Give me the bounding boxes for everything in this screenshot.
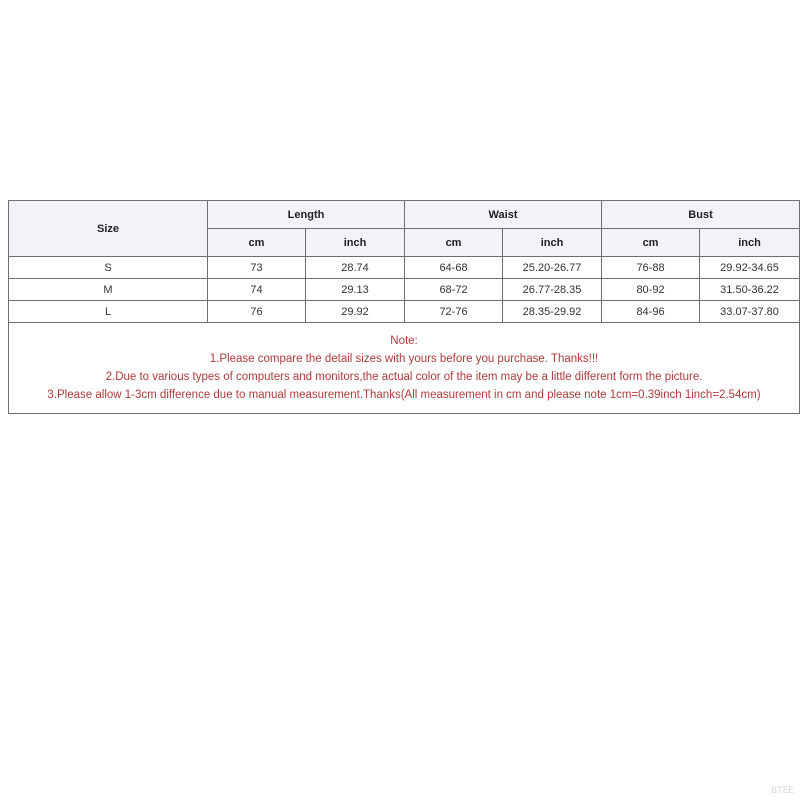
bust-header: Bust — [602, 201, 800, 229]
table-cell: 74 — [208, 279, 306, 301]
table-cell: 80-92 — [602, 279, 700, 301]
table-cell: 28.74 — [306, 257, 405, 279]
size-chart — [8, 200, 799, 414]
unit-header: inch — [503, 229, 602, 257]
table-row — [9, 279, 800, 301]
table-cell: 29.92-34.65 — [700, 257, 800, 279]
note-panel — [9, 323, 800, 414]
table-cell: 28.35-29.92 — [503, 301, 602, 323]
table-cell: 68-72 — [405, 279, 503, 301]
unit-header: cm — [602, 229, 700, 257]
table-cell: 29.13 — [306, 279, 405, 301]
table-cell: 76 — [208, 301, 306, 323]
table-cell: 31.50-36.22 — [700, 279, 800, 301]
length-header: Length — [208, 201, 405, 229]
note-line: 1.Please compare the detail sizes with yours before you purchase. Thanks!!! — [209, 353, 599, 365]
note-title: Note: — [390, 335, 418, 347]
table-cell: 25.20-26.77 — [503, 257, 602, 279]
table-cell: 84-96 — [602, 301, 700, 323]
note-line: 3.Please allow 1-3cm difference due to manual measurement.Thanks(All measurement in cm and please note 1cm=0.39inch 1inch=2.54cm) — [47, 389, 761, 401]
table-cell: 72-76 — [405, 301, 503, 323]
size-header: Size — [9, 201, 208, 257]
size-table — [8, 200, 800, 414]
watermark: BTEE — [770, 786, 794, 796]
note-line: 2.Due to various types of computers and monitors,the actual color of the item may be a little different form the picture. — [105, 371, 703, 383]
unit-header: cm — [405, 229, 503, 257]
table-cell: 73 — [208, 257, 306, 279]
table-row — [9, 301, 800, 323]
unit-header: cm — [208, 229, 306, 257]
size-label: S — [9, 257, 208, 279]
table-cell: 29.92 — [306, 301, 405, 323]
unit-header: inch — [700, 229, 800, 257]
size-label: M — [9, 279, 208, 301]
table-cell: 26.77-28.35 — [503, 279, 602, 301]
table-row — [9, 257, 800, 279]
waist-header: Waist — [405, 201, 602, 229]
table-cell: 33.07-37.80 — [700, 301, 800, 323]
unit-header: inch — [306, 229, 405, 257]
table-cell: 64-68 — [405, 257, 503, 279]
table-cell: 76-88 — [602, 257, 700, 279]
size-label: L — [9, 301, 208, 323]
